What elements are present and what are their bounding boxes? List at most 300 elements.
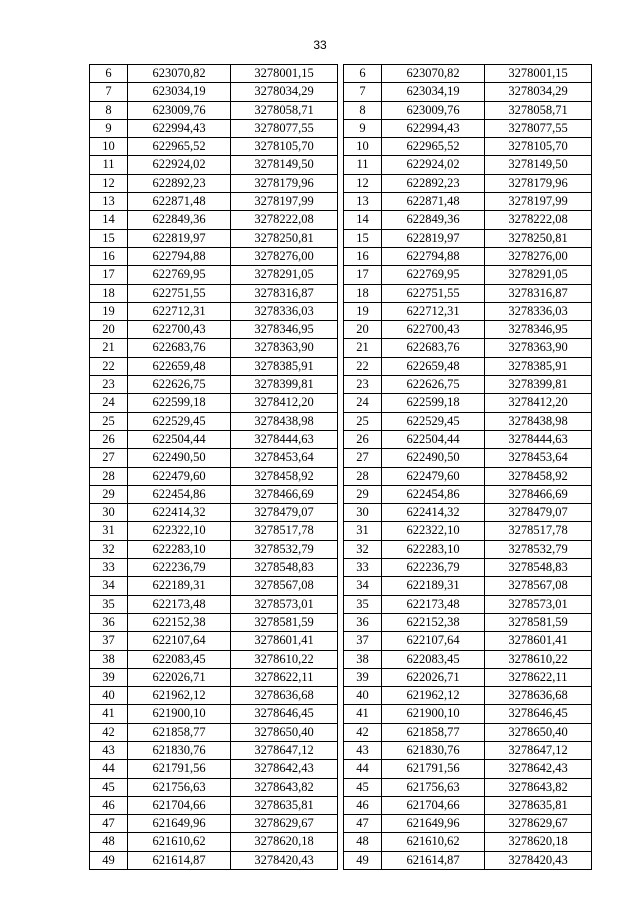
x-coordinate-cell: 621704,66 bbox=[382, 796, 485, 814]
y-coordinate-cell: 3278647,12 bbox=[231, 741, 338, 759]
y-coordinate-cell: 3278222,08 bbox=[231, 211, 338, 229]
x-coordinate-cell: 621756,63 bbox=[382, 778, 485, 796]
table-row bbox=[344, 321, 592, 339]
point-number-cell: 26 bbox=[344, 430, 382, 448]
table-row bbox=[90, 504, 338, 522]
x-coordinate-cell: 622994,43 bbox=[128, 119, 231, 137]
point-number-cell: 43 bbox=[90, 741, 128, 759]
point-number-cell: 41 bbox=[344, 705, 382, 723]
table-row bbox=[90, 339, 338, 357]
point-number-cell: 16 bbox=[90, 247, 128, 265]
x-coordinate-cell: 622994,43 bbox=[382, 119, 485, 137]
y-coordinate-cell: 3278291,05 bbox=[485, 266, 592, 284]
x-coordinate-cell: 621830,76 bbox=[382, 741, 485, 759]
point-number-cell: 7 bbox=[90, 83, 128, 101]
y-coordinate-cell: 3278635,81 bbox=[485, 796, 592, 814]
y-coordinate-cell: 3278620,18 bbox=[485, 833, 592, 851]
table-row bbox=[90, 650, 338, 668]
x-coordinate-cell: 622924,02 bbox=[128, 156, 231, 174]
table-row bbox=[344, 668, 592, 686]
y-coordinate-cell: 3278385,91 bbox=[231, 357, 338, 375]
table-row bbox=[90, 485, 338, 503]
y-coordinate-cell: 3278636,68 bbox=[231, 687, 338, 705]
y-coordinate-cell: 3278629,67 bbox=[231, 815, 338, 833]
table-row bbox=[344, 101, 592, 119]
point-number-cell: 26 bbox=[90, 430, 128, 448]
point-number-cell: 38 bbox=[344, 650, 382, 668]
table-row bbox=[90, 138, 338, 156]
y-coordinate-cell: 3278643,82 bbox=[231, 778, 338, 796]
y-coordinate-cell: 3278336,03 bbox=[485, 302, 592, 320]
x-coordinate-cell: 622819,97 bbox=[128, 229, 231, 247]
point-number-cell: 35 bbox=[90, 595, 128, 613]
table-row bbox=[90, 632, 338, 650]
x-coordinate-cell: 622849,36 bbox=[382, 211, 485, 229]
x-coordinate-cell: 621830,76 bbox=[128, 741, 231, 759]
table-row bbox=[344, 504, 592, 522]
table-row bbox=[90, 741, 338, 759]
point-number-cell: 14 bbox=[90, 211, 128, 229]
table-row bbox=[90, 83, 338, 101]
point-number-cell: 36 bbox=[344, 613, 382, 631]
y-coordinate-cell: 3278363,90 bbox=[485, 339, 592, 357]
x-coordinate-cell: 622700,43 bbox=[128, 321, 231, 339]
y-coordinate-cell: 3278276,00 bbox=[485, 247, 592, 265]
x-coordinate-cell: 622322,10 bbox=[382, 522, 485, 540]
x-coordinate-cell: 621858,77 bbox=[382, 723, 485, 741]
table-row bbox=[344, 851, 592, 869]
table-row bbox=[90, 247, 338, 265]
y-coordinate-cell: 3278149,50 bbox=[231, 156, 338, 174]
point-number-cell: 9 bbox=[90, 119, 128, 137]
x-coordinate-cell: 622083,45 bbox=[382, 650, 485, 668]
x-coordinate-cell: 622173,48 bbox=[382, 595, 485, 613]
point-number-cell: 48 bbox=[344, 833, 382, 851]
x-coordinate-cell: 622414,32 bbox=[382, 504, 485, 522]
table-row bbox=[90, 705, 338, 723]
y-coordinate-cell: 3278077,55 bbox=[231, 119, 338, 137]
point-number-cell: 41 bbox=[90, 705, 128, 723]
point-number-cell: 17 bbox=[344, 266, 382, 284]
y-coordinate-cell: 3278316,87 bbox=[485, 284, 592, 302]
y-coordinate-cell: 3278458,92 bbox=[485, 467, 592, 485]
y-coordinate-cell: 3278179,96 bbox=[485, 174, 592, 192]
point-number-cell: 15 bbox=[90, 229, 128, 247]
table-row bbox=[344, 595, 592, 613]
y-coordinate-cell: 3278479,07 bbox=[485, 504, 592, 522]
x-coordinate-cell: 621649,96 bbox=[382, 815, 485, 833]
table-row bbox=[344, 485, 592, 503]
table-row bbox=[90, 613, 338, 631]
point-number-cell: 23 bbox=[344, 376, 382, 394]
y-coordinate-cell: 3278412,20 bbox=[231, 394, 338, 412]
x-coordinate-cell: 622529,45 bbox=[128, 412, 231, 430]
table-row bbox=[90, 577, 338, 595]
x-coordinate-cell: 623034,19 bbox=[382, 83, 485, 101]
table-row bbox=[344, 449, 592, 467]
point-number-cell: 44 bbox=[90, 760, 128, 778]
point-number-cell: 6 bbox=[90, 65, 128, 83]
y-coordinate-cell: 3278479,07 bbox=[231, 504, 338, 522]
table-row bbox=[90, 430, 338, 448]
y-coordinate-cell: 3278385,91 bbox=[485, 357, 592, 375]
table-row bbox=[344, 796, 592, 814]
table-row bbox=[344, 83, 592, 101]
table-row bbox=[344, 266, 592, 284]
y-coordinate-cell: 3278601,41 bbox=[231, 632, 338, 650]
point-number-cell: 32 bbox=[344, 540, 382, 558]
point-number-cell: 9 bbox=[344, 119, 382, 137]
page-number: 33 bbox=[313, 38, 327, 52]
point-number-cell: 30 bbox=[344, 504, 382, 522]
table-row bbox=[344, 687, 592, 705]
y-coordinate-cell: 3278149,50 bbox=[485, 156, 592, 174]
point-number-cell: 28 bbox=[344, 467, 382, 485]
y-coordinate-cell: 3278517,78 bbox=[231, 522, 338, 540]
x-coordinate-cell: 622892,23 bbox=[128, 174, 231, 192]
x-coordinate-cell: 623034,19 bbox=[128, 83, 231, 101]
x-coordinate-cell: 622626,75 bbox=[128, 376, 231, 394]
table-row bbox=[344, 394, 592, 412]
x-coordinate-cell: 622504,44 bbox=[128, 430, 231, 448]
table-row bbox=[344, 430, 592, 448]
y-coordinate-cell: 3278548,83 bbox=[231, 559, 338, 577]
x-coordinate-cell: 622236,79 bbox=[382, 559, 485, 577]
y-coordinate-cell: 3278567,08 bbox=[231, 577, 338, 595]
table-row bbox=[90, 357, 338, 375]
point-number-cell: 24 bbox=[344, 394, 382, 412]
table-row bbox=[344, 522, 592, 540]
y-coordinate-cell: 3278601,41 bbox=[485, 632, 592, 650]
table-row bbox=[90, 193, 338, 211]
y-coordinate-cell: 3278001,15 bbox=[231, 65, 338, 83]
y-coordinate-cell: 3278222,08 bbox=[485, 211, 592, 229]
table-row bbox=[344, 412, 592, 430]
point-number-cell: 28 bbox=[90, 467, 128, 485]
y-coordinate-cell: 3278629,67 bbox=[485, 815, 592, 833]
table-row bbox=[90, 522, 338, 540]
x-coordinate-cell: 622599,18 bbox=[128, 394, 231, 412]
y-coordinate-cell: 3278466,69 bbox=[231, 485, 338, 503]
y-coordinate-cell: 3278058,71 bbox=[231, 101, 338, 119]
point-number-cell: 36 bbox=[90, 613, 128, 631]
point-number-cell: 40 bbox=[344, 687, 382, 705]
y-coordinate-cell: 3278548,83 bbox=[485, 559, 592, 577]
y-coordinate-cell: 3278466,69 bbox=[485, 485, 592, 503]
x-coordinate-cell: 623070,82 bbox=[128, 65, 231, 83]
x-coordinate-cell: 622599,18 bbox=[382, 394, 485, 412]
point-number-cell: 11 bbox=[90, 156, 128, 174]
y-coordinate-cell: 3278363,90 bbox=[231, 339, 338, 357]
x-coordinate-cell: 622683,76 bbox=[128, 339, 231, 357]
table-row bbox=[344, 156, 592, 174]
table-row bbox=[90, 467, 338, 485]
x-coordinate-cell: 622924,02 bbox=[382, 156, 485, 174]
table-row bbox=[90, 796, 338, 814]
x-coordinate-cell: 622083,45 bbox=[128, 650, 231, 668]
table-row bbox=[90, 723, 338, 741]
table-row bbox=[344, 540, 592, 558]
x-coordinate-cell: 622152,38 bbox=[382, 613, 485, 631]
point-number-cell: 24 bbox=[90, 394, 128, 412]
point-number-cell: 6 bbox=[344, 65, 382, 83]
table-row bbox=[90, 394, 338, 412]
table-row bbox=[344, 302, 592, 320]
y-coordinate-cell: 3278276,00 bbox=[231, 247, 338, 265]
point-number-cell: 8 bbox=[344, 101, 382, 119]
point-number-cell: 32 bbox=[90, 540, 128, 558]
table-row bbox=[90, 559, 338, 577]
table-row bbox=[90, 284, 338, 302]
x-coordinate-cell: 621900,10 bbox=[382, 705, 485, 723]
point-number-cell: 45 bbox=[90, 778, 128, 796]
table-row bbox=[90, 211, 338, 229]
x-coordinate-cell: 622454,86 bbox=[382, 485, 485, 503]
y-coordinate-cell: 3278642,43 bbox=[485, 760, 592, 778]
y-coordinate-cell: 3278636,68 bbox=[485, 687, 592, 705]
x-coordinate-cell: 622479,60 bbox=[382, 467, 485, 485]
table-row bbox=[90, 174, 338, 192]
x-coordinate-cell: 621610,62 bbox=[382, 833, 485, 851]
point-number-cell: 20 bbox=[344, 321, 382, 339]
table-row bbox=[90, 229, 338, 247]
table-row bbox=[90, 540, 338, 558]
y-coordinate-cell: 3278581,59 bbox=[485, 613, 592, 631]
x-coordinate-cell: 622751,55 bbox=[128, 284, 231, 302]
x-coordinate-cell: 621900,10 bbox=[128, 705, 231, 723]
y-coordinate-cell: 3278197,99 bbox=[231, 193, 338, 211]
point-number-cell: 48 bbox=[90, 833, 128, 851]
point-number-cell: 47 bbox=[344, 815, 382, 833]
point-number-cell: 47 bbox=[90, 815, 128, 833]
y-coordinate-cell: 3278346,95 bbox=[231, 321, 338, 339]
point-number-cell: 27 bbox=[344, 449, 382, 467]
x-coordinate-cell: 622892,23 bbox=[382, 174, 485, 192]
y-coordinate-cell: 3278420,43 bbox=[485, 851, 592, 869]
x-coordinate-cell: 622236,79 bbox=[128, 559, 231, 577]
x-coordinate-cell: 622283,10 bbox=[382, 540, 485, 558]
point-number-cell: 33 bbox=[344, 559, 382, 577]
table-row bbox=[90, 376, 338, 394]
point-number-cell: 37 bbox=[344, 632, 382, 650]
point-number-cell: 29 bbox=[344, 485, 382, 503]
point-number-cell: 12 bbox=[344, 174, 382, 192]
x-coordinate-cell: 621962,12 bbox=[382, 687, 485, 705]
y-coordinate-cell: 3278438,98 bbox=[231, 412, 338, 430]
y-coordinate-cell: 3278077,55 bbox=[485, 119, 592, 137]
x-coordinate-cell: 622026,71 bbox=[382, 668, 485, 686]
point-number-cell: 15 bbox=[344, 229, 382, 247]
y-coordinate-cell: 3278567,08 bbox=[485, 577, 592, 595]
point-number-cell: 16 bbox=[344, 247, 382, 265]
table-row bbox=[90, 449, 338, 467]
table-row bbox=[90, 668, 338, 686]
x-coordinate-cell: 622189,31 bbox=[128, 577, 231, 595]
y-coordinate-cell: 3278346,95 bbox=[485, 321, 592, 339]
y-coordinate-cell: 3278643,82 bbox=[485, 778, 592, 796]
table-row bbox=[90, 119, 338, 137]
y-coordinate-cell: 3278581,59 bbox=[231, 613, 338, 631]
point-number-cell: 31 bbox=[344, 522, 382, 540]
y-coordinate-cell: 3278532,79 bbox=[231, 540, 338, 558]
y-coordinate-cell: 3278444,63 bbox=[231, 430, 338, 448]
x-coordinate-cell: 621649,96 bbox=[128, 815, 231, 833]
x-coordinate-cell: 623009,76 bbox=[382, 101, 485, 119]
y-coordinate-cell: 3278622,11 bbox=[485, 668, 592, 686]
y-coordinate-cell: 3278610,22 bbox=[231, 650, 338, 668]
x-coordinate-cell: 621614,87 bbox=[382, 851, 485, 869]
x-coordinate-cell: 622659,48 bbox=[382, 357, 485, 375]
x-coordinate-cell: 622107,64 bbox=[382, 632, 485, 650]
table-row bbox=[344, 723, 592, 741]
y-coordinate-cell: 3278399,81 bbox=[231, 376, 338, 394]
y-coordinate-cell: 3278420,43 bbox=[231, 851, 338, 869]
y-coordinate-cell: 3278650,40 bbox=[485, 723, 592, 741]
x-coordinate-cell: 622283,10 bbox=[128, 540, 231, 558]
point-number-cell: 37 bbox=[90, 632, 128, 650]
point-number-cell: 45 bbox=[344, 778, 382, 796]
table-row bbox=[344, 138, 592, 156]
table-row bbox=[90, 778, 338, 796]
point-number-cell: 46 bbox=[90, 796, 128, 814]
table-row bbox=[344, 559, 592, 577]
x-coordinate-cell: 623070,82 bbox=[382, 65, 485, 83]
y-coordinate-cell: 3278034,29 bbox=[485, 83, 592, 101]
table-row bbox=[344, 467, 592, 485]
x-coordinate-cell: 621756,63 bbox=[128, 778, 231, 796]
point-number-cell: 38 bbox=[90, 650, 128, 668]
table-row bbox=[344, 229, 592, 247]
x-coordinate-cell: 622414,32 bbox=[128, 504, 231, 522]
table-row bbox=[90, 302, 338, 320]
y-coordinate-cell: 3278058,71 bbox=[485, 101, 592, 119]
x-coordinate-cell: 622479,60 bbox=[128, 467, 231, 485]
table-row bbox=[344, 65, 592, 83]
y-coordinate-cell: 3278620,18 bbox=[231, 833, 338, 851]
y-coordinate-cell: 3278105,70 bbox=[231, 138, 338, 156]
x-coordinate-cell: 622490,50 bbox=[382, 449, 485, 467]
point-number-cell: 43 bbox=[344, 741, 382, 759]
y-coordinate-cell: 3278444,63 bbox=[485, 430, 592, 448]
table-row bbox=[344, 193, 592, 211]
point-number-cell: 17 bbox=[90, 266, 128, 284]
x-coordinate-cell: 622871,48 bbox=[382, 193, 485, 211]
y-coordinate-cell: 3278650,40 bbox=[231, 723, 338, 741]
x-coordinate-cell: 622965,52 bbox=[382, 138, 485, 156]
point-number-cell: 13 bbox=[344, 193, 382, 211]
point-number-cell: 40 bbox=[90, 687, 128, 705]
point-number-cell: 19 bbox=[344, 302, 382, 320]
y-coordinate-cell: 3278573,01 bbox=[231, 595, 338, 613]
x-coordinate-cell: 622769,95 bbox=[382, 266, 485, 284]
x-coordinate-cell: 621962,12 bbox=[128, 687, 231, 705]
y-coordinate-cell: 3278647,12 bbox=[485, 741, 592, 759]
point-number-cell: 12 bbox=[90, 174, 128, 192]
y-coordinate-cell: 3278412,20 bbox=[485, 394, 592, 412]
x-coordinate-cell: 621610,62 bbox=[128, 833, 231, 851]
x-coordinate-cell: 622026,71 bbox=[128, 668, 231, 686]
point-number-cell: 46 bbox=[344, 796, 382, 814]
x-coordinate-cell: 622712,31 bbox=[382, 302, 485, 320]
table-row bbox=[90, 851, 338, 869]
point-number-cell: 8 bbox=[90, 101, 128, 119]
point-number-cell: 25 bbox=[90, 412, 128, 430]
table-row bbox=[344, 833, 592, 851]
table-row bbox=[344, 613, 592, 631]
x-coordinate-cell: 622683,76 bbox=[382, 339, 485, 357]
point-number-cell: 18 bbox=[90, 284, 128, 302]
y-coordinate-cell: 3278438,98 bbox=[485, 412, 592, 430]
point-number-cell: 21 bbox=[90, 339, 128, 357]
x-coordinate-cell: 621858,77 bbox=[128, 723, 231, 741]
table-row bbox=[344, 778, 592, 796]
x-coordinate-cell: 622794,88 bbox=[382, 247, 485, 265]
table-row bbox=[90, 101, 338, 119]
x-coordinate-cell: 622871,48 bbox=[128, 193, 231, 211]
table-row bbox=[344, 174, 592, 192]
x-coordinate-cell: 622965,52 bbox=[128, 138, 231, 156]
y-coordinate-cell: 3278646,45 bbox=[231, 705, 338, 723]
y-coordinate-cell: 3278291,05 bbox=[231, 266, 338, 284]
y-coordinate-cell: 3278635,81 bbox=[231, 796, 338, 814]
point-number-cell: 10 bbox=[90, 138, 128, 156]
y-coordinate-cell: 3278573,01 bbox=[485, 595, 592, 613]
y-coordinate-cell: 3278179,96 bbox=[231, 174, 338, 192]
table-row bbox=[90, 760, 338, 778]
x-coordinate-cell: 622504,44 bbox=[382, 430, 485, 448]
point-number-cell: 31 bbox=[90, 522, 128, 540]
x-coordinate-cell: 621704,66 bbox=[128, 796, 231, 814]
point-number-cell: 49 bbox=[344, 851, 382, 869]
point-number-cell: 29 bbox=[90, 485, 128, 503]
table-row bbox=[90, 833, 338, 851]
point-number-cell: 39 bbox=[90, 668, 128, 686]
y-coordinate-cell: 3278001,15 bbox=[485, 65, 592, 83]
point-number-cell: 22 bbox=[90, 357, 128, 375]
y-coordinate-cell: 3278316,87 bbox=[231, 284, 338, 302]
table-row bbox=[90, 156, 338, 174]
point-number-cell: 33 bbox=[90, 559, 128, 577]
point-number-cell: 13 bbox=[90, 193, 128, 211]
point-number-cell: 7 bbox=[344, 83, 382, 101]
table-row bbox=[90, 321, 338, 339]
x-coordinate-cell: 622189,31 bbox=[382, 577, 485, 595]
coordinates-table-right bbox=[343, 64, 592, 870]
table-row bbox=[344, 284, 592, 302]
table-row bbox=[90, 266, 338, 284]
x-coordinate-cell: 622322,10 bbox=[128, 522, 231, 540]
point-number-cell: 21 bbox=[344, 339, 382, 357]
table-row bbox=[344, 119, 592, 137]
y-coordinate-cell: 3278532,79 bbox=[485, 540, 592, 558]
y-coordinate-cell: 3278453,64 bbox=[231, 449, 338, 467]
table-row bbox=[344, 632, 592, 650]
point-number-cell: 19 bbox=[90, 302, 128, 320]
x-coordinate-cell: 622751,55 bbox=[382, 284, 485, 302]
x-coordinate-cell: 622712,31 bbox=[128, 302, 231, 320]
y-coordinate-cell: 3278458,92 bbox=[231, 467, 338, 485]
table-row bbox=[344, 760, 592, 778]
point-number-cell: 30 bbox=[90, 504, 128, 522]
point-number-cell: 35 bbox=[344, 595, 382, 613]
point-number-cell: 34 bbox=[344, 577, 382, 595]
table-row bbox=[344, 357, 592, 375]
y-coordinate-cell: 3278610,22 bbox=[485, 650, 592, 668]
x-coordinate-cell: 622173,48 bbox=[128, 595, 231, 613]
x-coordinate-cell: 622626,75 bbox=[382, 376, 485, 394]
x-coordinate-cell: 622659,48 bbox=[128, 357, 231, 375]
point-number-cell: 18 bbox=[344, 284, 382, 302]
